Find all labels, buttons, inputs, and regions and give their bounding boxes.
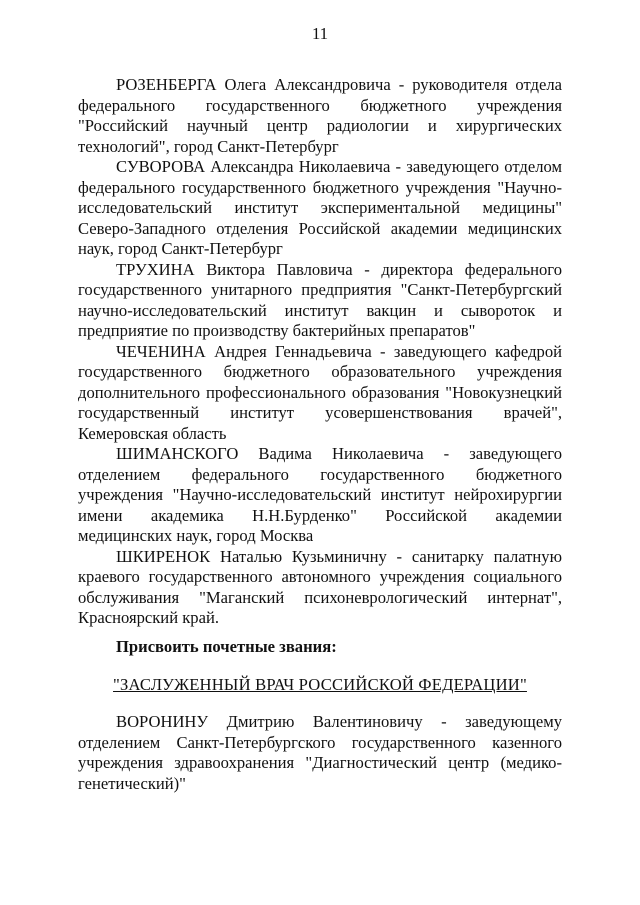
award-entry: ЧЕЧЕНИНА Андрея Геннадьевича - заведующего кафедрой государственного бюджетного образовательного учреждения дополнительного профессионального образования "Новокузнецкий государственный институт усовершенствования врачей", Кемеровская область	[78, 341, 562, 443]
award-entry: СУВОРОВА Александра Николаевича - заведующего отделом федерального государственного бюджетного учреждения "Научно-исследовательский институт экспериментальной медицины" Северо-Западного отделения Российской академии медицинских наук, город Санкт-Петербург	[78, 157, 562, 258]
award-entry: РОЗЕНБЕРГА Олега Александровича - руководителя отдела федерального государственного бюджетного учреждения "Российский научный центр радиологии и хирургических технологий", город Санкт-Петербург	[78, 75, 562, 156]
award-entry: ВОРОНИНУ Дмитрию Валентиновичу - заведующему отделением Санкт-Петербургского государственного казенного учреждения здравоохранения "Диагностический центр (медико-генетический)"	[78, 712, 562, 793]
honorary-title-recipients	[78, 712, 562, 794]
award-entry: ШКИРЕНОК Наталью Кузьминичну - санитарку палатную краевого государственного автономного учреждения социального обслуживания "Маганский психоневрологический интернат", Красноярский край.	[78, 546, 562, 627]
section-heading: Присвоить почетные звания:	[116, 637, 337, 656]
page-number: 11	[311, 24, 329, 43]
award-entry: ТРУХИНА Виктора Павловича - директора федерального государственного унитарного предприятия "Санкт-Петербургский научно-исследовательский институт вакцин и сывороток и предприятие по производству бактерийных препаратов"	[78, 259, 562, 340]
award-entry: ШИМАНСКОГО Вадима Николаевича - заведующего отделением федерального государственного бюджетного учреждения "Научно-исследовательский институт нейрохирургии имени академика Н.Н.Бурденко" Российской академии медицинских наук, город Москва	[78, 444, 562, 545]
award-entries-list	[78, 75, 562, 629]
honorary-title-heading: "ЗАСЛУЖЕННЫЙ ВРАЧ РОССИЙСКОЙ ФЕДЕРАЦИИ"	[113, 675, 527, 694]
